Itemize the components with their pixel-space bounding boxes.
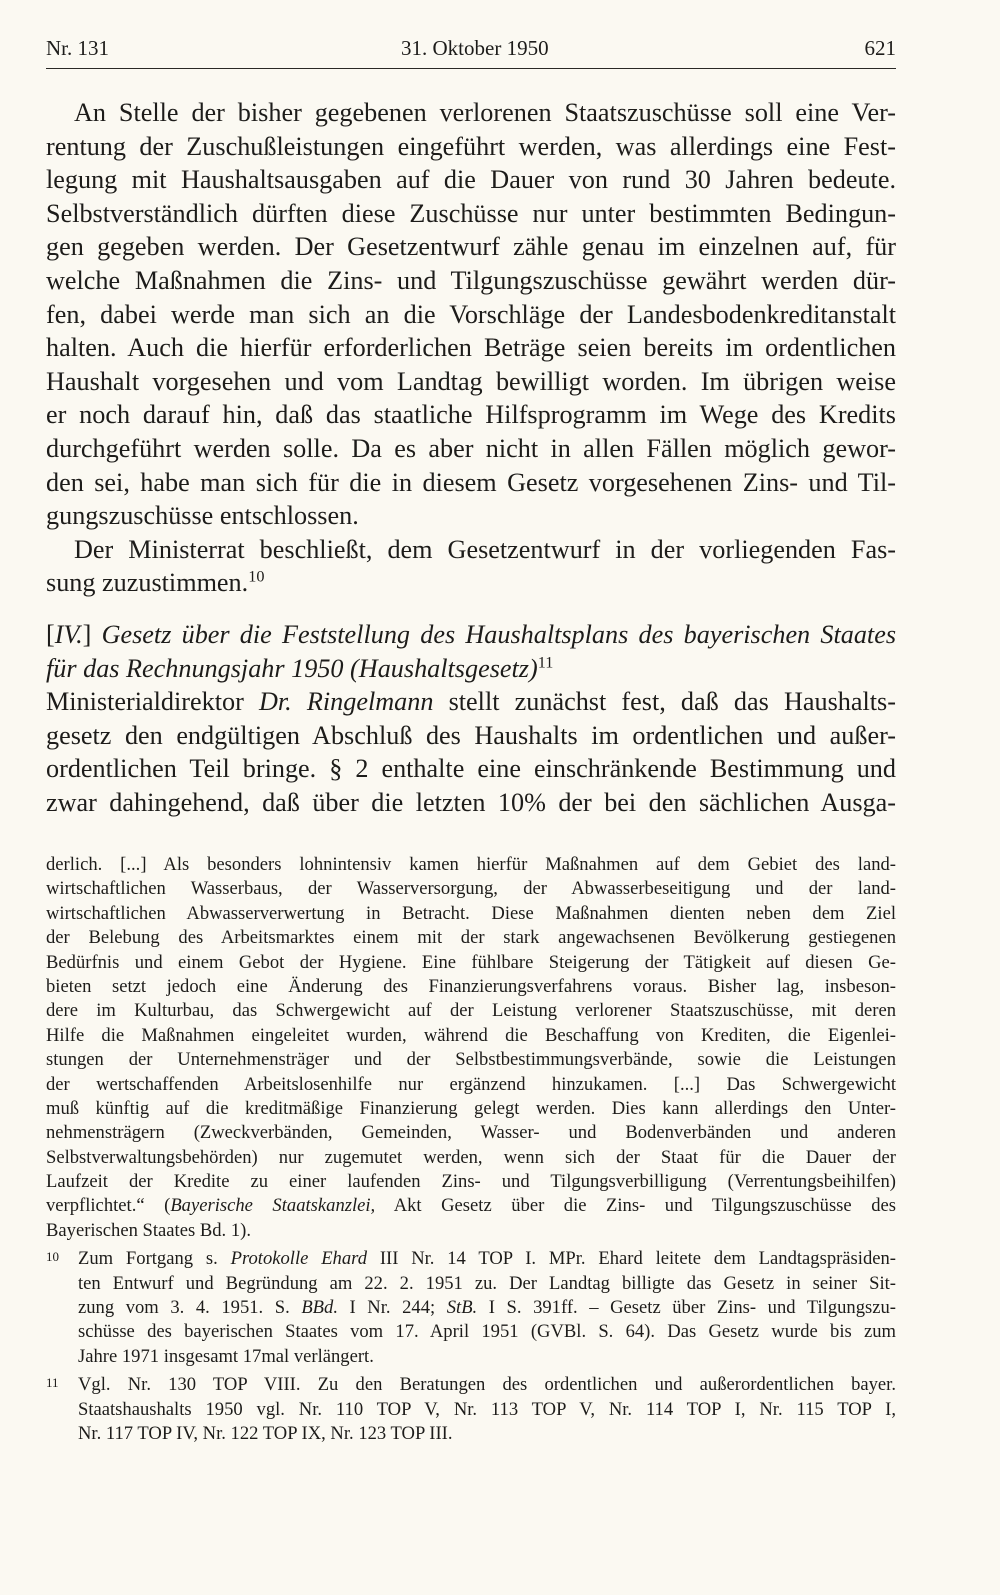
text-run: I Nr. 244; (337, 1297, 447, 1319)
text-run: I S. 391ff. – Gesetz über Zins- und Tilgungszu- (477, 1297, 896, 1319)
footnote-line: schüsse des bayerischen Staates vom 17. April 1951 (GVBl. S. 64). Das Gesetz wurde bis zum (78, 1321, 896, 1343)
footnotes (46, 853, 896, 1446)
section-heading (46, 618, 896, 652)
paragraph-line: An Stelle der bisher gegebenen verlorenen Staatszuschüsse soll eine Ver- (74, 98, 896, 127)
footnote-line: Laufzeit der Kredite zu einer laufenden Zins- und Tilgungsverbilligung (Verrentungsbeihilfen) (46, 1171, 896, 1193)
footnote-line: derlich. [...] Als besonders lohnintensiv kamen hierfür Maßnahmen auf dem Gebiet des land- (46, 854, 896, 875)
running-head (46, 30, 896, 66)
footnote-line: bieten setzt jedoch eine Änderung des Finanzierungsverfahrens voraus. Bisher lag, insbeson- (46, 975, 896, 997)
text-run: Akt Gesetz über die Zins- und Tilgungszuschüsse des (375, 1195, 896, 1217)
paragraph-line: gen gegeben werden. Der Gesetzentwurf zähle genau im einzelnen auf, für (46, 232, 896, 262)
paragraph-line: Selbstverständlich dürften diese Zuschüsse nur unter bestimmten Bedingun- (46, 198, 896, 228)
footnote-body (78, 1373, 896, 1446)
footnote-ref-11: 11 (537, 652, 554, 671)
footnote-line: Bayerischen Staates Bd. 1). (46, 1219, 251, 1241)
footnote-line: Selbstverwaltungsbehörden) nur zugemutet werden, wenn sich der Staat für die Dauer der (46, 1146, 896, 1168)
section-bracket-close: ] (82, 619, 92, 649)
text-run: zung vom 3. 4. 1951. S. (78, 1297, 302, 1319)
footnote-number: 11 (46, 1375, 59, 1391)
footnote-ref-10: 10 (248, 567, 265, 586)
text-run: verpflichtet.“ ( (46, 1195, 171, 1217)
paragraph-line: gesetz den endgültigen Abschluß des Haushalts im ordentlichen und außer- (46, 720, 896, 750)
footnote-line: dere im Kulturbau, das Schwergewicht auf der Leistung verlorener Staatszuschüsse, mit deren (46, 1000, 896, 1022)
footnote-line: Bedürfnis und einem Gebot der Hygiene. Eine fühlbare Steigerung der Tätigkeit auf diesen Ge- (46, 951, 896, 973)
paragraph-line: rentung der Zuschußleistungen eingeführt werden, was allerdings eine Fest- (46, 131, 896, 161)
footnote-line: wirtschaftlichen Wasserbaus, der Wasserversorgung, der Abwasserbeseitigung und der land- (46, 878, 896, 900)
footnote-line: nehmensträgern (Zweckverbänden, Gemeinden, Wasser- und Bodenverbänden und anderen (46, 1122, 896, 1144)
paragraph-line: ordentlichen Teil bringe. § 2 enthalte eine einschränkende Bestimmung und (46, 754, 896, 784)
section-gap (46, 600, 896, 618)
footnote-line: Jahre 1971 insgesamt 17mal verlängert. (78, 1345, 374, 1367)
source-abbrev: StB. (446, 1297, 478, 1319)
speaker-name: Dr. Ringelmann (258, 687, 434, 717)
footnote-line: Hilfe die Maßnahmen eingeleitet wurden, während die Beschaffung von Krediten, die Eigenlei- (46, 1024, 896, 1046)
footnote-line: stungen der Unternehmensträger und der Selbstbestimmungsverbände, sowie die Leistungen (46, 1049, 896, 1071)
footnote-10 (46, 1247, 896, 1369)
section-heading-cont (46, 652, 896, 686)
footnote-number: 10 (46, 1249, 59, 1265)
source-abbrev: BBd. (301, 1297, 338, 1319)
session-date: 31. Oktober 1950 (401, 36, 549, 60)
text-run: stellt zunächst fest, daß das Haushalts- (433, 687, 896, 717)
section-number: IV. (54, 619, 83, 649)
section-bracket-open: [ (46, 619, 55, 649)
footnote-line: Nr. 117 TOP IV, Nr. 122 TOP IX, Nr. 123 TOP III. (78, 1422, 453, 1444)
source-title: Protokolle Ehard (230, 1248, 367, 1270)
paragraph-line: zwar dahingehend, daß über die letzten 10% der bei den sächlichen Ausga- (46, 787, 896, 817)
footnote-11 (46, 1373, 896, 1446)
page-number: 621 (864, 36, 896, 60)
footnote-line: Vgl. Nr. 130 TOP VIII. Zu den Beratungen des ordentlichen und außerordentlichen bayer. (78, 1374, 896, 1396)
paragraph-line: fen, dabei werde man sich an die Vorschläge der Landesbodenkreditanstalt (46, 299, 896, 329)
paragraph-line: durchgeführt werden solle. Da es aber nicht in allen Fällen möglich gewor- (46, 433, 896, 463)
header-rule (46, 68, 896, 69)
paragraph-line: welche Maßnahmen die Zins- und Tilgungszuschüsse gewährt werden dür- (46, 265, 896, 295)
footnote-line (78, 1247, 896, 1271)
footnote-body (78, 1247, 896, 1369)
text-run: Zum Fortgang s. (78, 1248, 231, 1270)
footnote-line (46, 1194, 896, 1218)
paragraph-line (46, 685, 896, 719)
section-title-line: für das Rechnungsjahr 1950 (Haushaltsgesetz) (46, 653, 538, 683)
section-title-line: Gesetz über die Feststellung des Haushaltsplans des bayerischen Staates (101, 619, 897, 649)
protocol-number: Nr. 131 (46, 36, 109, 60)
text-run: Ministerialdirektor (46, 687, 259, 717)
footnote-line: der wertschaffenden Arbeitslosenhilfe nur ergänzend hinzukamen. [...] Das Schwergewicht (46, 1073, 896, 1095)
paragraph-line: den sei, habe man sich für die in diesem Gesetz vorgesehenen Zins- und Til- (46, 467, 896, 497)
resolution-text: sung zuzustimmen. (46, 568, 249, 598)
paragraph-line: er noch darauf hin, daß das staatliche Hilfsprogramm im Wege des Kredits (46, 400, 896, 430)
text-run: III Nr. 14 TOP I. MPr. Ehard leitete dem Landtagspräsiden- (367, 1248, 896, 1270)
resolution-line: Der Ministerrat beschließt, dem Gesetzentwurf in der vorliegenden Fas- (74, 534, 896, 564)
footnote-line: ten Entwurf und Begründung am 22. 2. 1951 zu. Der Landtag billigte das Gesetz in seiner Sit- (78, 1272, 896, 1294)
footnote-line (78, 1296, 896, 1320)
footnote-line: muß künftig auf die kreditmäßige Finanzierung gelegt werden. Dies kann allerdings den Unter- (46, 1097, 896, 1119)
resolution-line (46, 566, 896, 600)
paragraph-line: gungszuschüsse entschlossen. (46, 501, 359, 531)
paragraph-line: legung mit Haushaltsausgaben auf die Dauer von rund 30 Jahren bedeute. (46, 165, 896, 195)
main-text (46, 96, 896, 819)
footnote-line: Staatshaushalts 1950 vgl. Nr. 110 TOP V, Nr. 113 TOP V, Nr. 114 TOP I, Nr. 115 TOP I, (78, 1398, 896, 1420)
archive-name: Bayerische Staatskanzlei, (170, 1195, 376, 1217)
footnote-line: wirtschaftlichen Abwasserverwertung in Betracht. Diese Maßnahmen dienten neben dem Ziel (46, 902, 896, 924)
footnote-line: der Belebung des Arbeitsmarktes einem mit der stark angewachsenen Bevölkerung gestiegenen (46, 927, 896, 949)
paragraph-line: halten. Auch die hierfür erforderlichen Beträge seien bereits im ordentlichen (46, 333, 896, 363)
paragraph-line: Haushalt vorgesehen und vom Landtag bewilligt worden. Im übrigen weise (46, 366, 896, 396)
